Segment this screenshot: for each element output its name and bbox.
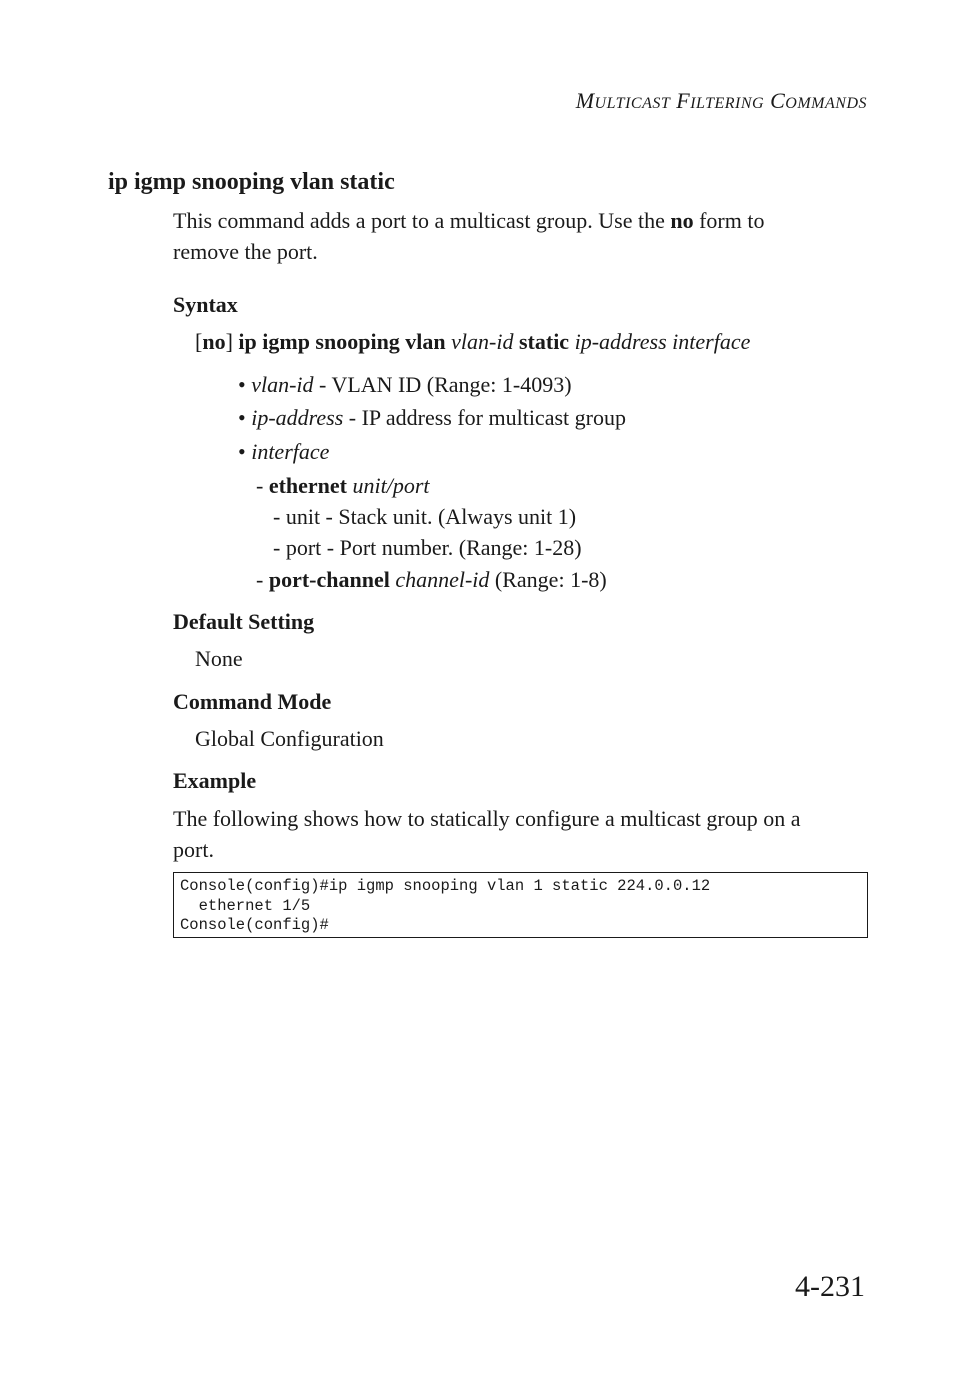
syntax-heading: Syntax [173,292,238,317]
running-header-word1-initial: M [575,88,595,113]
code-line: ethernet 1/5 [180,896,311,915]
syntax-bracket-open: [ [195,329,203,354]
interface-unit [273,501,576,532]
example-heading: Example [173,768,257,793]
running-header [576,88,867,114]
interface-port [273,532,582,563]
syntax-bracket-close: ] [225,329,233,354]
example-text-line-2: port. [173,837,214,862]
running-header-word3-initial: C [770,88,786,113]
dash: - [273,535,281,560]
port-channel-arg: channel-id [395,567,490,592]
default-setting-value: None [195,646,243,671]
bullet: • [238,405,246,430]
example-text-line-1: The following shows how to statically configure a multicast group on a [173,806,801,831]
example-description [173,803,800,865]
dash: - [256,473,264,498]
code-line: Console(config)# [180,916,329,934]
dash: - [256,567,264,592]
dash: - [273,504,281,529]
syntax-arg-rest: ip-address interface [574,329,751,354]
unit-desc: unit - Stack unit. (Always unit 1) [285,504,577,529]
description-keyword: no [670,208,694,233]
param-name: interface [251,439,330,464]
running-header-word1-rest: ULTICAST [594,95,671,112]
port-channel-keyword: port-channel [268,567,390,592]
syntax-no-keyword: no [202,329,226,354]
param-interface [238,436,329,467]
syntax-static-keyword: static [518,329,570,354]
bullet: • [238,439,246,464]
bullet: • [238,372,246,397]
code-line: Console(config)#ip igmp snooping vlan 1 static 224.0.0.12 [180,877,711,895]
param-desc: - VLAN ID (Range: 1-4093) [319,372,572,397]
command-mode-value: Global Configuration [195,726,384,751]
syntax-line [195,326,750,357]
command-mode-heading: Command Mode [173,689,332,714]
command-description [173,205,764,267]
ethernet-arg: unit/port [352,473,430,498]
port-channel-range: (Range: 1-8) [494,567,607,592]
syntax-arg-vlan: vlan-id [451,329,514,354]
interface-port-channel [256,564,607,595]
running-header-word3-rest: OMMANDS [785,95,867,112]
param-name: vlan-id [251,372,314,397]
command-title: ip igmp snooping vlan static [108,169,395,195]
description-line-2: remove the port. [173,239,318,264]
param-vlan-id [238,369,572,400]
syntax-keywords: ip igmp snooping vlan [238,329,446,354]
ethernet-keyword: ethernet [268,473,348,498]
running-header-word2-initial: F [676,88,691,113]
description-post: form to [699,208,765,233]
description-line-1 [173,205,764,236]
param-ip-address [238,402,626,433]
code-example [173,872,868,938]
param-name: ip-address [251,405,344,430]
page-number: 4-231 [795,1270,865,1303]
default-setting-heading: Default Setting [173,609,315,634]
port-desc: port - Port number. (Range: 1-28) [285,535,582,560]
description-pre: This command adds a port to a multicast group. Use the [173,208,665,233]
param-desc: - IP address for multicast group [348,405,626,430]
interface-ethernet [256,470,430,501]
running-header-word2-rest: ILTERING [690,95,765,112]
